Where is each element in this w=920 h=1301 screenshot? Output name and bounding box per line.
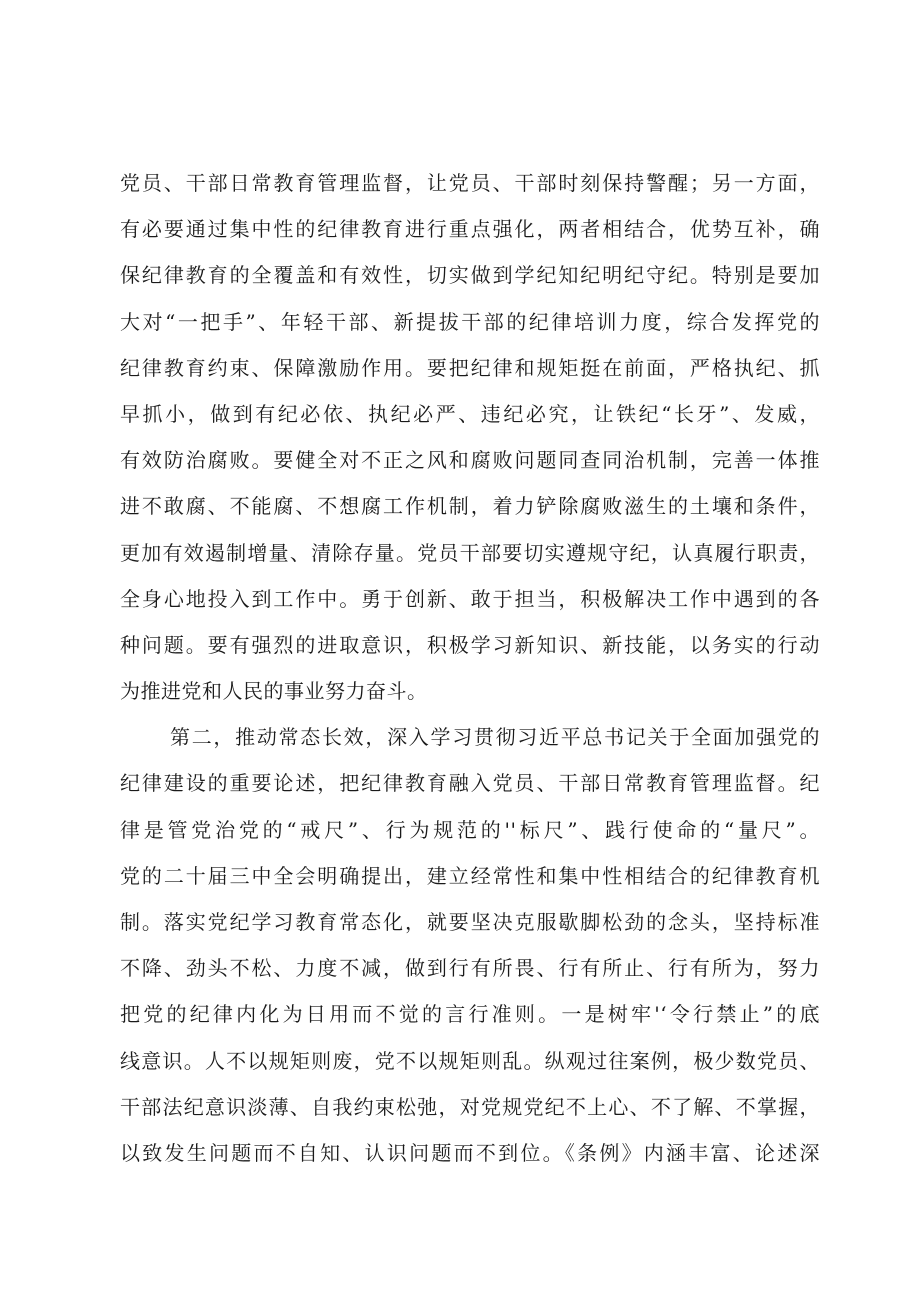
paragraph-1-line: 保纪律教育的全覆盖和有效性，切实做到学纪知纪明纪守纪。特别是要加 [120, 263, 820, 288]
paragraph-1-line: 为推进党和人民的事业努力奋斗。 [120, 679, 428, 704]
paragraph-2-line: 不降、劲头不松、力度不减，做到行有所畏、行有所止、行有所为，努力 [120, 956, 820, 981]
paragraph-2-line: 第二，推动常态长效，深入学习贯彻习近平总书记关于全面加强党的 [170, 725, 820, 750]
paragraph-1-line: 全身心地投入到工作中。勇于创新、敢于担当，积极解决工作中遇到的各 [120, 586, 820, 611]
paragraph-2-line: 把党的纪律内化为日用而不觉的言行准则。一是树牢'‘令行禁止”的底 [120, 1002, 820, 1027]
paragraph-2-line: 律是管党治党的“戒尺”、行为规范的''标尺”、践行使命的“量尺”。 [120, 817, 820, 842]
paragraph-1-line: 纪律教育约束、保障激励作用。要把纪律和规矩挺在前面，严格执纪、抓 [120, 355, 820, 380]
paragraph-2-line: 以致发生问题而不自知、认识问题而不到位。《条例》内涵丰富、论述深 [120, 1140, 820, 1165]
paragraph-1-line: 进不敢腐、不能腐、不想腐工作机制，着力铲除腐败滋生的土壤和条件， [120, 494, 820, 519]
paragraph-1-line: 有效防治腐败。要健全对不正之风和腐败问题同查同治机制，完善一体推 [120, 448, 820, 473]
paragraph-2-line: 干部法纪意识淡薄、自我约束松弛，对党规党纪不上心、不了解、不掌握， [120, 1094, 820, 1119]
paragraph-2 [120, 714, 820, 1176]
body-text [120, 160, 820, 1176]
paragraph-1-line: 大对“一把手”、年轻干部、新提拔干部的纪律培训力度，综合发挥党的 [120, 309, 820, 334]
paragraph-1-line: 有必要通过集中性的纪律教育进行重点强化，两者相结合，优势互补，确 [120, 217, 820, 242]
paragraph-2-line: 线意识。人不以规矩则废，党不以规矩则乱。纵观过往案例，极少数党员、 [120, 1048, 820, 1073]
paragraph-2-line: 制。落实党纪学习教育常态化，就要坚决克服歇脚松劲的念头，坚持标准 [120, 910, 820, 934]
paragraph-2-line: 党的二十届三中全会明确提出，建立经常性和集中性相结合的纪律教育机 [120, 863, 820, 888]
paragraph-1-line: 党员、干部日常教育管理监督，让党员、干部时刻保持警醒；另一方面， [120, 171, 820, 195]
paragraph-1-line: 种问题。要有强烈的进取意识，积极学习新知识、新技能，以务实的行动 [120, 632, 820, 657]
paragraph-1-line: 早抓小，做到有纪必依、执纪必严、违纪必究，让铁纪“长牙”、发威， [120, 401, 820, 426]
paragraph-1 [120, 160, 820, 714]
paragraph-2-line: 纪律建设的重要论述，把纪律教育融入党员、干部日常教育管理监督。纪 [120, 771, 820, 796]
paragraph-1-line: 更加有效遏制增量、清除存量。党员干部要切实遵规守纪，认真履行职责， [120, 540, 820, 565]
